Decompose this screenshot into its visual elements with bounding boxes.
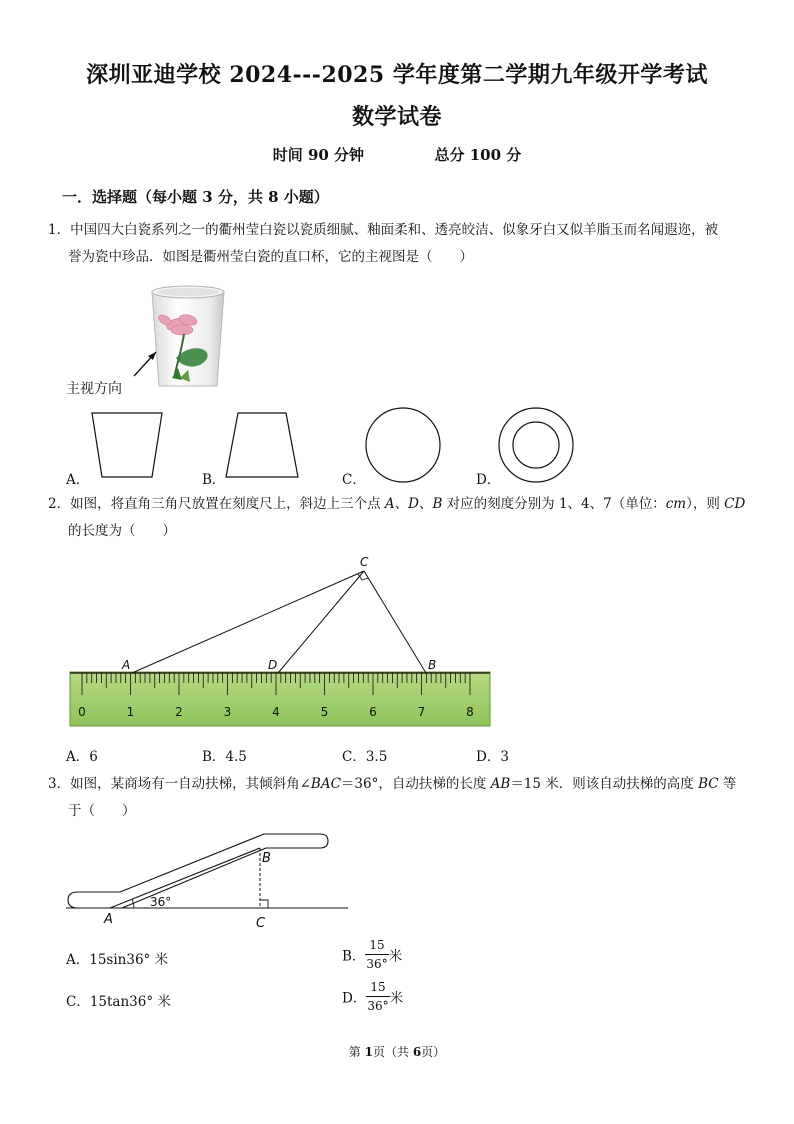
- fraction: [365, 938, 388, 971]
- denominator: 36°: [367, 999, 389, 1013]
- question-text: 如图，某商场有一自动扶梯，其倾斜角∠: [70, 776, 311, 792]
- ruler-label: 4: [272, 705, 280, 719]
- page-footer: [0, 1043, 794, 1060]
- question-number: 2．: [48, 496, 71, 512]
- q2-option-a: A．6: [66, 749, 98, 765]
- denominator: 36°: [366, 957, 388, 971]
- ruler-label: 1: [126, 705, 135, 719]
- question-text: 如图，将直角三角尺放置在刻度尺上，斜边上三个点: [70, 496, 385, 512]
- q2-ruler-figure: [60, 552, 500, 732]
- q2-option-c: C．3.5: [342, 749, 388, 765]
- var-b: B: [432, 496, 443, 512]
- unit: 米: [389, 990, 404, 1007]
- option-prefix: B．: [342, 948, 366, 965]
- incline-ab: [110, 848, 260, 908]
- fraction: [366, 980, 389, 1013]
- numerator: 15: [366, 980, 389, 997]
- label-a: A: [122, 658, 131, 672]
- question-text: ＝36°，自动扶梯的长度: [340, 776, 491, 792]
- ruler-label: 0: [78, 705, 86, 719]
- exam-total: 总分 100 分: [434, 146, 522, 164]
- footer-text: 第: [348, 1045, 365, 1059]
- option-c-shape: [366, 408, 440, 482]
- q1-option-figures: [60, 405, 600, 485]
- unit: 米: [388, 948, 403, 965]
- question-text: ＝15 米．则该自动扶梯的高度: [510, 776, 699, 792]
- question-text: ），则: [686, 496, 725, 512]
- label-b: B: [262, 851, 271, 866]
- ruler-label: 7: [417, 705, 426, 719]
- right-angle-mark: [260, 900, 268, 908]
- label-c: C: [360, 555, 369, 569]
- exam-meta: [0, 144, 794, 165]
- question-text: 对应的刻度分别为 1、4、7（单位：: [442, 496, 666, 512]
- option-d-inner: [513, 422, 559, 468]
- label-c: C: [256, 916, 266, 931]
- label-d: D: [268, 658, 278, 672]
- question-1: [48, 217, 758, 271]
- label-b: B: [428, 658, 437, 672]
- q1-option-a: A．: [66, 472, 90, 488]
- q2-option-d: D．3: [476, 749, 509, 765]
- ruler-label: 3: [223, 705, 232, 719]
- section-title: 一．选择题（每小题 3 分，共 8 小题）: [62, 188, 329, 206]
- view-direction-label: 主视方向: [66, 381, 122, 397]
- exam-subtitle: 数学试卷: [351, 104, 442, 130]
- q1-option-c: C．: [342, 472, 366, 488]
- ruler-label: 6: [369, 705, 377, 719]
- question-text-cont: 于（ ）: [68, 803, 136, 819]
- segment-cb: [364, 571, 426, 673]
- segment-cd: CD: [724, 496, 746, 512]
- question-text: 中国四大白瓷系列之一的衢州莹白瓷以瓷质细腻、釉面柔和、透亮皎洁、似象牙白又似羊脂玉而名闻遐迩，被: [70, 222, 719, 238]
- exam-time: 时间 90 分钟: [272, 146, 365, 164]
- segment-ac: [132, 571, 364, 673]
- footer-text: 页）: [421, 1045, 446, 1059]
- segment-cd: [278, 571, 364, 673]
- q3-option-c: C．15tan36° 米: [66, 994, 171, 1010]
- question-text-cont: 誉为瓷中珍品．如图是衢州莹白瓷的直口杯，它的主视图是（ ）: [68, 249, 473, 265]
- angle-label: 36°: [150, 895, 172, 909]
- q2-option-b: B．4.5: [202, 749, 247, 765]
- option-prefix: D．: [342, 990, 367, 1007]
- footer-text: 页（共: [372, 1045, 413, 1059]
- unit-cm: cm: [665, 496, 687, 512]
- q1-option-b: B．: [202, 472, 226, 488]
- angle-bac: BAC: [310, 776, 341, 792]
- segment-bc: BC: [698, 776, 719, 792]
- option-a-shape: [92, 413, 162, 477]
- sep: 、: [418, 496, 433, 512]
- page-total: 6: [412, 1045, 422, 1059]
- option-b-shape: [226, 413, 298, 477]
- ruler-label: 8: [466, 705, 474, 719]
- q3-escalator-figure: [62, 826, 362, 934]
- question-text-cont: 的长度为（ ）: [68, 523, 176, 539]
- segment-ab: AB: [490, 776, 511, 792]
- q3-option-d: [342, 980, 403, 1013]
- option-d-outer: [499, 408, 573, 482]
- q1-option-d: D．: [476, 472, 501, 488]
- page-number: 1: [364, 1045, 373, 1059]
- var-d: D: [408, 496, 419, 512]
- numerator: 15: [365, 938, 388, 955]
- q3-option-b: [342, 938, 402, 971]
- question-number: 1．: [48, 222, 71, 238]
- q3-option-a: A．15sin36° 米: [66, 952, 169, 968]
- question-2: [48, 491, 758, 545]
- ruler-label: 2: [175, 705, 183, 719]
- sep: 、: [394, 496, 409, 512]
- question-3: [48, 771, 758, 825]
- question-text: 等: [718, 776, 737, 792]
- question-number: 3．: [48, 776, 71, 792]
- label-a: A: [104, 912, 113, 927]
- var-a: A: [384, 496, 395, 512]
- ruler-label: 5: [320, 705, 329, 719]
- exam-title: 深圳亚迪学校 2024---2025 学年度第二学期九年级开学考试: [86, 62, 708, 88]
